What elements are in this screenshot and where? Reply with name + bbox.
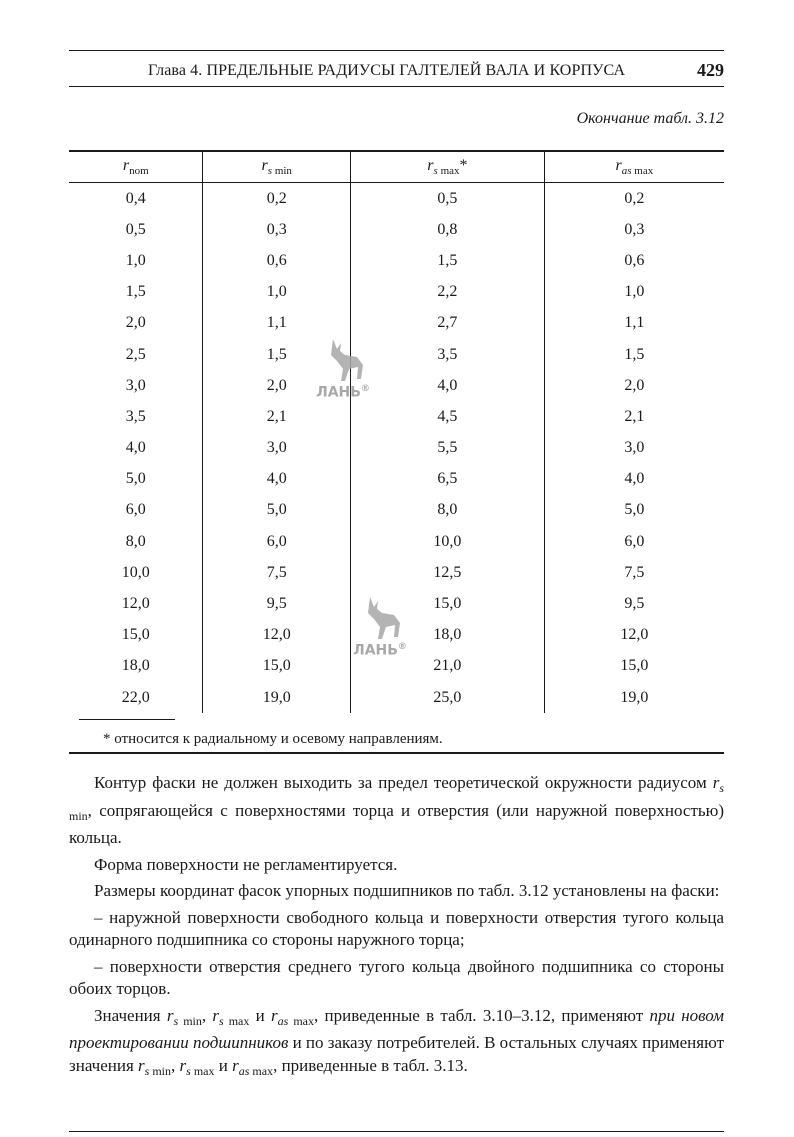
paragraph-2: Форма поверхности не регламентируется. (94, 854, 398, 874)
table-row (69, 464, 724, 495)
table-row (69, 526, 724, 557)
table-cell: 2,0 (544, 370, 724, 401)
table-cell: 19,0 (544, 682, 724, 713)
table-cell: 1,1 (544, 308, 724, 339)
table-cell: 7,5 (203, 557, 351, 588)
table-cell: 0,6 (544, 245, 724, 276)
table-cell: 0,3 (544, 214, 724, 245)
column-header-3: $r_{s max}*$ (351, 151, 545, 183)
deer-icon (350, 593, 410, 645)
table-cell: 5,0 (203, 495, 351, 526)
table-cell: 18,0 (351, 620, 545, 651)
table-row (69, 401, 724, 432)
table-cell: 1,5 (544, 339, 724, 370)
table-cell: 1,5 (351, 245, 545, 276)
table-cell: 5,0 (544, 495, 724, 526)
table-cell: 18,0 (121, 657, 150, 675)
table-cell: 0,2 (203, 183, 351, 215)
table-cell: 15,0 (351, 588, 545, 619)
table-row (69, 245, 724, 276)
header-rule (69, 86, 724, 87)
table-caption: Окончание табл. 3.12 (576, 110, 724, 127)
table-cell: 4,0 (351, 370, 545, 401)
top-rule (69, 50, 724, 51)
paragraph-5: – поверхности отверстия среднего тугого кольца двойного подшипника со стороны обоих торцов. (69, 956, 724, 998)
paragraph-1: Контур фаски не должен выходить за предел теоретической окружности радиусом $r_{s min}$, сопрягающейся с поверхностями торца и отверстия (или наружной поверхностью) кольца. (69, 773, 724, 847)
running-header: Глава 4. ПРЕДЕЛЬНЫЕ РАДИУСЫ ГАЛТЕЛЕЙ ВАЛА И КОРПУСА (148, 62, 626, 79)
table-row (69, 433, 724, 464)
table-cell: 3,5 (125, 407, 146, 425)
publisher-watermark (308, 335, 378, 401)
paragraph-4: – наружной поверхности свободного кольца и поверхности отверстия тугого кольца одинарного подшипника со стороны наружного торца; (69, 907, 724, 949)
table-cell: 0,3 (203, 214, 351, 245)
table-cell: 4,5 (351, 401, 545, 432)
table-cell: 9,5 (203, 588, 351, 619)
table-bottom-rule (69, 752, 724, 754)
table-cell: 15,0 (121, 626, 150, 644)
table-cell: 10,0 (121, 563, 150, 581)
table-cell: 15,0 (203, 651, 351, 682)
table-row (69, 557, 724, 588)
table-cell: 4,0 (544, 464, 724, 495)
column-header-4: $r_{as max}$ (544, 151, 724, 183)
table-cell: 21,0 (351, 651, 545, 682)
watermark-text: ЛАНЬ® (316, 384, 370, 401)
body-text (69, 772, 724, 1086)
table-cell: 0,6 (203, 245, 351, 276)
table-cell: 3,0 (125, 376, 146, 394)
table-cell: 12,0 (203, 620, 351, 651)
table-cell: 7,5 (544, 557, 724, 588)
table-cell: 12,0 (544, 620, 724, 651)
table-cell: 12,0 (121, 595, 150, 613)
table-cell: 1,5 (125, 283, 146, 301)
page-number: 429 (697, 60, 724, 80)
table-cell: 5,0 (125, 470, 146, 488)
table-cell: 3,5 (351, 339, 545, 370)
table-cell: 1,0 (203, 277, 351, 308)
deer-icon (313, 335, 373, 387)
table-cell: 1,5 (203, 339, 351, 370)
paragraph-3: Размеры координат фасок упорных подшипников по табл. 3.12 установлены на фаски: (94, 881, 720, 900)
table-cell: 8,0 (351, 495, 545, 526)
table-cell: 8,0 (125, 532, 146, 550)
paragraph-6: Значения $r_{s min}$, $r_{s max}$ и $r_{as max}$, приведенные в табл. 3.10–3.12, применяют при новом проектировании подшипников и по заказу потребителей. В остальных случаях применяют значения $r_{s min}$, $r_{s max}$ и $r_{as max}$, приведенные в табл. 3.13. (69, 1005, 725, 1078)
table-footnote: * относится к радиальному и осевому направлениям. (103, 731, 443, 747)
table-cell: 19,0 (203, 682, 351, 713)
table-row (69, 214, 724, 245)
table-cell: 2,0 (125, 314, 146, 332)
bottom-rule (69, 1131, 724, 1132)
column-header-1: $r_{nom}$ (69, 151, 203, 183)
table-row (69, 183, 724, 215)
table-cell: 6,0 (125, 501, 146, 519)
table-cell: 1,0 (544, 277, 724, 308)
table-cell: 1,0 (125, 251, 146, 269)
table-cell: 0,4 (125, 189, 146, 207)
table-row (69, 682, 724, 713)
table-row (69, 277, 724, 308)
table-cell: 6,0 (544, 526, 724, 557)
column-header-2: $r_{s min}$ (203, 151, 351, 183)
table-cell: 22,0 (121, 688, 150, 706)
table-cell: 0,5 (125, 220, 146, 238)
table-cell: 0,5 (351, 183, 545, 215)
table-cell: 9,5 (544, 588, 724, 619)
footnote-separator (79, 719, 175, 720)
table-cell: 2,1 (544, 401, 724, 432)
table-cell: 0,8 (351, 214, 545, 245)
table-row (69, 308, 724, 339)
table-row (69, 495, 724, 526)
table-cell: 4,0 (125, 439, 146, 457)
table-row (69, 339, 724, 370)
table-cell: 1,1 (203, 308, 351, 339)
table-cell: 6,0 (203, 526, 351, 557)
table-cell: 25,0 (351, 682, 545, 713)
watermark-text: ЛАНЬ® (353, 642, 407, 659)
table-cell: 12,5 (351, 557, 545, 588)
table-cell: 3,0 (544, 433, 724, 464)
table-cell: 2,1 (203, 401, 351, 432)
table-row (69, 370, 724, 401)
table-cell: 4,0 (203, 464, 351, 495)
table-cell: 0,2 (544, 183, 724, 215)
table-cell: 3,0 (203, 433, 351, 464)
table-cell: 5,5 (351, 433, 545, 464)
table-cell: 15,0 (544, 651, 724, 682)
table-cell: 2,0 (203, 370, 351, 401)
table-cell: 2,2 (351, 277, 545, 308)
publisher-watermark-2 (345, 593, 415, 659)
table-cell: 6,5 (351, 464, 545, 495)
table-cell: 2,5 (125, 345, 146, 363)
table-cell: 10,0 (351, 526, 545, 557)
table-cell: 2,7 (351, 308, 545, 339)
table-header-row (69, 151, 724, 183)
